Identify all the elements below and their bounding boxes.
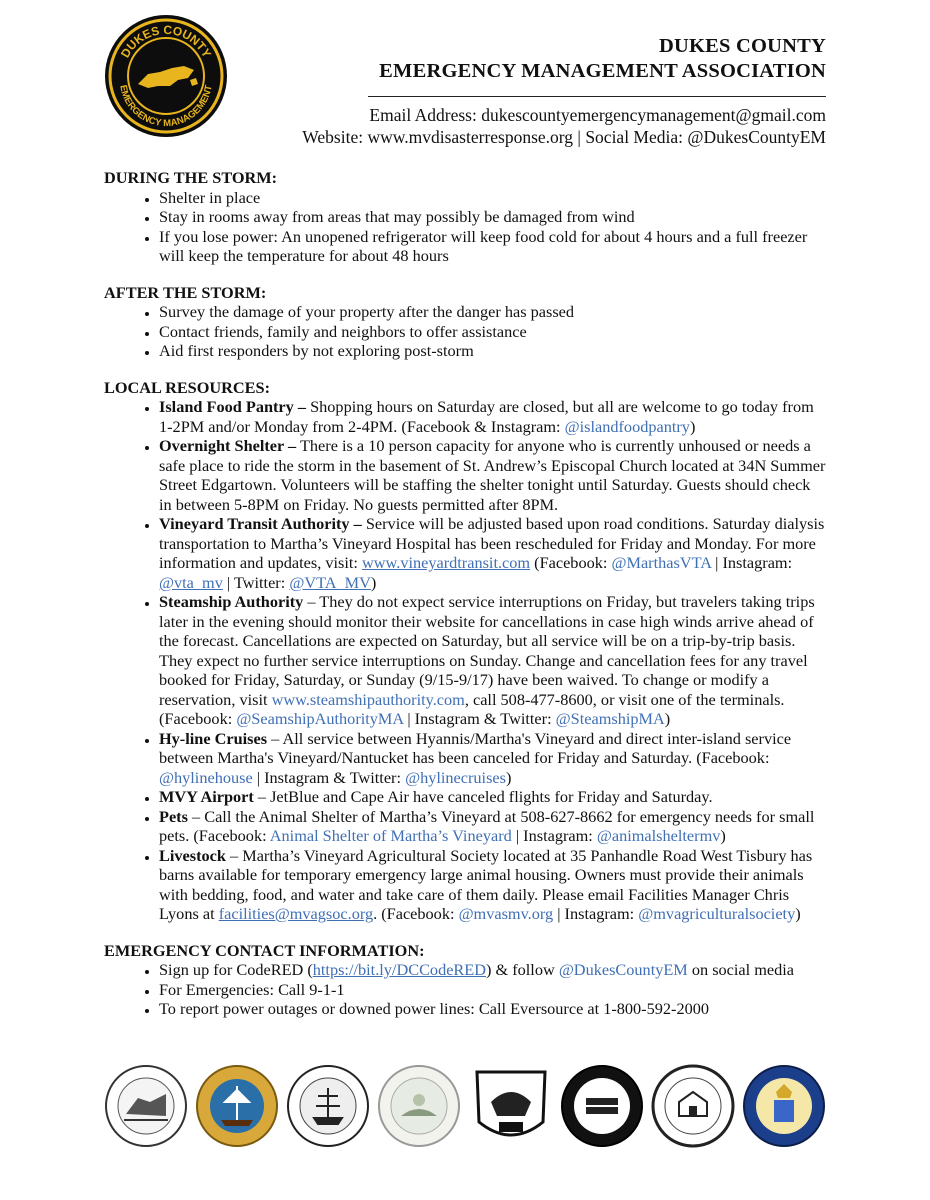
website-social-line[interactable]: Website: www.mvdisasterresponse.org | Social Media: @DukesCountyEM <box>302 127 826 147</box>
resource-text: | Twitter: <box>222 572 290 592</box>
resource-name: Steamship Authority <box>159 592 304 611</box>
email-link[interactable]: facilities@mvagsoc.org <box>218 904 374 923</box>
list-item: • Shelter in place <box>159 188 826 208</box>
emergency-list <box>104 960 826 1019</box>
social-link[interactable]: @SteamshipMA <box>555 709 665 728</box>
header-divider <box>368 96 826 97</box>
list-item: • If you lose power: An unopened refrigerator will keep food cold for about 4 hours and a full freezer will keep the temperature for about 48 hours <box>159 227 826 266</box>
after-list <box>104 302 826 361</box>
resource-text: Shopping hours on Saturday are closed, but all are welcome to go today from 1-2PM and/or Monday from 2-4PM. (Facebook & Instagram: <box>159 397 814 436</box>
resource-name: Vineyard Transit Authority – <box>159 514 362 533</box>
resource-text: , call 508-477-8600, or visit one of the terminals. (Facebook: <box>159 689 785 728</box>
resources-list <box>104 397 826 924</box>
edgartown-seal-icon <box>286 1062 370 1150</box>
item-text: Sign up for CodeRED ( <box>159 960 313 979</box>
list-item: • For Emergencies: Call 9-1-1 <box>159 980 826 1000</box>
emergency-heading: EMERGENCY CONTACT INFORMATION: <box>104 940 425 960</box>
resource-item-overnight-shelter <box>159 436 826 514</box>
list-item: • Survey the damage of your property after the danger has passed <box>159 302 826 322</box>
list-item: • Contact friends, family and neighbors to offer assistance <box>159 322 826 342</box>
social-link[interactable]: Animal Shelter of Martha’s Vineyard <box>269 826 512 845</box>
social-link[interactable]: @hylinecruises <box>405 767 506 787</box>
chilmark-seal-icon <box>195 1062 279 1150</box>
website-link[interactable]: www.steamshipauthority.com <box>271 689 465 709</box>
logo-top-text: DUKES COUNTY <box>118 22 214 61</box>
resource-item-mvy-airport <box>159 787 826 807</box>
resource-text: | Instagram: <box>511 826 597 845</box>
town-seals-row <box>104 1058 826 1154</box>
document-body <box>104 168 826 1036</box>
list-item <box>159 960 826 980</box>
gosnold-seal-icon <box>469 1062 553 1150</box>
resource-text: – JetBlue and Cape Air have canceled flights for Friday and Saturday. <box>253 787 713 806</box>
resource-text-end: ) <box>720 826 726 845</box>
resource-name: Hy-line Cruises <box>159 728 268 748</box>
social-link[interactable]: @mvasmv.org <box>458 904 554 923</box>
list-item: • Stay in rooms away from areas that may possibly be damaged from wind <box>159 207 826 227</box>
org-name-line2: EMERGENCY MANAGEMENT ASSOCIATION <box>379 60 826 82</box>
resource-name: Livestock <box>159 845 226 865</box>
item-text: ) & follow <box>486 960 559 979</box>
resource-name: Pets <box>159 806 188 826</box>
resource-text: (Facebook: <box>530 553 612 572</box>
social-link[interactable]: @SeamshipAuthorityMA <box>236 709 404 728</box>
resource-name: MVY Airport <box>159 787 254 806</box>
list-item: • To report power outages or downed power lines: Call Eversource at 1-800-592-2000 <box>159 999 826 1019</box>
aquinnah-seal-icon <box>104 1062 188 1150</box>
codered-link[interactable]: https://bit.ly/DCCodeRED <box>312 960 486 979</box>
resource-text: . (Facebook: <box>373 904 459 923</box>
resource-item-food-pantry <box>159 397 826 436</box>
resource-text-end: ) <box>664 709 671 728</box>
org-name-line1: DUKES COUNTY <box>659 35 826 57</box>
resource-text-end: ) <box>370 572 377 592</box>
after-heading: AFTER THE STORM: <box>104 282 267 302</box>
resource-text: Service will be adjusted based upon road conditions. Saturday dialysis transportation to Martha’s Vineyard Hospital has been rescheduled for Friday and Monday. For more information and updates, visit: <box>159 514 825 572</box>
west-tisbury-seal-icon <box>651 1062 735 1150</box>
resource-item-livestock <box>159 846 826 924</box>
resource-text: | Instagram: <box>553 904 639 923</box>
oak-bluffs-seal-icon <box>377 1062 461 1150</box>
logo-bottom-text: EMERGENCY MANAGEMENT <box>117 84 215 130</box>
resource-name: Island Food Pantry – <box>159 397 307 416</box>
social-link[interactable]: @hylinehouse <box>159 767 253 787</box>
resource-name: Overnight Shelter – <box>159 436 297 455</box>
email-line[interactable]: Email Address: dukescountyemergencymanagement@gmail.com <box>369 105 826 125</box>
during-list <box>104 188 826 266</box>
resources-heading: LOCAL RESOURCES: <box>104 377 271 397</box>
website-link[interactable]: www.vineyardtransit.com <box>362 553 531 572</box>
social-link[interactable]: @mvagriculturalsociety <box>638 904 796 923</box>
resource-text: – Martha’s Vineyard Agricultural Society located at 35 Panhandle Road West Tisbury has barns available for temporary emergency large animal housing. Owners must provide their animals with bedding, food, and water and take care of them daily. Please email Facilities Manager Chris Lyons at <box>159 845 813 923</box>
dukes-county-em-logo-icon <box>104 14 228 138</box>
resource-item-vta <box>159 514 826 592</box>
resource-text: – All service between Hyannis/Martha's Vineyard and direct inter-island service between Martha's Vineyard/Nantucket has been canceled for Friday and Saturday. (Facebook: <box>159 728 792 767</box>
social-link[interactable]: @VTA_MV <box>289 572 371 592</box>
during-heading: DURING THE STORM: <box>104 168 278 187</box>
list-item: • Aid first responders by not exploring post-storm <box>159 341 826 361</box>
social-link[interactable]: @MarthasVTA <box>611 553 712 572</box>
resource-text: – Call the Animal Shelter of Martha’s Vineyard at 508-627-8662 for emergency needs for small pets. (Facebook: <box>159 806 815 845</box>
org-header <box>379 34 826 84</box>
dukes-county-seal-icon <box>742 1062 826 1150</box>
resource-text: | Instagram & Twitter: <box>252 767 406 787</box>
resource-item-steamship <box>159 592 826 729</box>
social-link[interactable]: @DukesCountyEM <box>558 960 688 979</box>
item-text: on social media <box>687 960 795 979</box>
social-link[interactable]: @islandfoodpantry <box>564 416 690 436</box>
resource-text: | Instagram: <box>711 553 793 572</box>
resource-text: There is a 10 person capacity for anyone who is currently unhoused or needs a safe place to ride the storm in the basement of St. Andrew’s Episcopal Church located at 34N Summer Street Edgartown. Volunteers will be staffing the shelter tonight until Saturday. Guests should check in between 5-8PM on Friday. No guests permitted after 8PM. <box>159 436 826 514</box>
social-link[interactable]: @animalsheltermv <box>596 826 721 845</box>
resource-item-hy-line <box>159 729 826 788</box>
resource-text-end: ) <box>689 416 696 436</box>
resource-text-end: ) <box>795 904 801 923</box>
resource-text: | Instagram & Twitter: <box>403 709 556 728</box>
social-link[interactable]: @vta_mv <box>159 572 223 592</box>
tisbury-seal-icon <box>560 1062 644 1150</box>
resource-item-pets <box>159 807 826 846</box>
resource-text-end: ) <box>505 767 512 787</box>
resource-text: – They do not expect service interruptions on Friday, but travelers taking trips later in the evening should monitor their website for cancellations in case high winds arrive ahead of the forecast. Cancellations are expected on Saturday, but all service will be on a trip-by-trip basis. They expect no further service interruptions on Sunday. Change and cancellation fees for any travel booked for Friday, Saturday, or Sunday (9/15-9/17) have been waived. To change or modify a reservation, visit <box>159 592 815 709</box>
contact-block <box>302 104 826 148</box>
